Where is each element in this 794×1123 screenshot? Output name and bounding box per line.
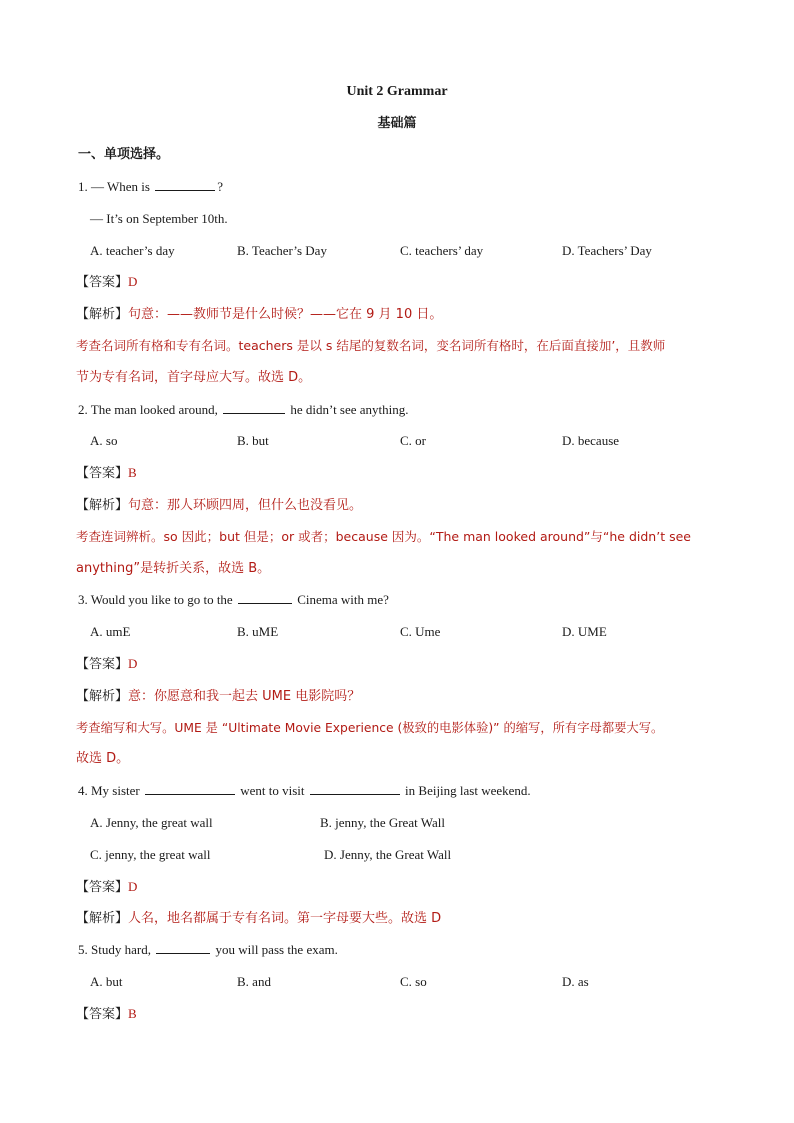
- question-3-stem: [78, 591, 389, 609]
- answer-blank: [223, 401, 285, 414]
- answer-tag: 【答案】: [76, 880, 129, 895]
- question-2-option-d: D. because: [562, 433, 620, 448]
- analysis-text: 人名，地名都属于专有名词。第一字母要大些。故选 D: [128, 911, 442, 926]
- question-2-analysis: [76, 496, 362, 515]
- question-4-option-b: B. jenny, the Great Wall: [320, 815, 445, 830]
- answer-value: B: [128, 465, 137, 480]
- question-1-option-c: C. teachers’ day: [400, 243, 484, 258]
- question-1-analysis-line-3: 节为专有名词，首字母应大写。故选 D。: [76, 370, 312, 385]
- question-5-stem: [78, 941, 338, 959]
- question-3-stem-start: 3. Would you like to go to the: [78, 592, 236, 607]
- question-4-option-d: D. Jenny, the Great Wall: [324, 847, 452, 862]
- question-4-stem-end: in Beijing last weekend.: [401, 783, 531, 798]
- question-5-option-c: C. so: [400, 974, 427, 989]
- answer-value: D: [128, 656, 138, 671]
- analysis-text: 句意：——教师节是什么时候？——它在 9 月 10 日。: [128, 307, 443, 322]
- question-4-stem: [78, 782, 531, 800]
- question-3-answer: [76, 655, 137, 674]
- question-3-option-d: D. UME: [562, 624, 607, 639]
- question-1-stem-start: 1. — When is: [78, 179, 154, 194]
- answer-tag: 【答案】: [76, 657, 129, 672]
- question-1-analysis-line-2: 考查名词所有格和专有名词。teachers 是以 s 结尾的复数名词，变名词所有格时，在后面直接加’，且教师: [76, 338, 666, 353]
- question-3-option-c: C. Ume: [400, 624, 441, 639]
- analysis-tag: 【解析】: [76, 911, 129, 926]
- answer-tag: 【答案】: [76, 1007, 129, 1022]
- question-3-analysis-line-3: 故选 D。: [76, 751, 130, 766]
- question-5-answer: [76, 1005, 137, 1024]
- question-5-option-a: A. but: [90, 974, 123, 989]
- answer-value: D: [128, 879, 138, 894]
- question-2-option-a: A. so: [90, 433, 118, 448]
- question-3-stem-end: Cinema with me?: [293, 592, 389, 607]
- question-4-option-a: A. Jenny, the great wall: [90, 815, 213, 830]
- question-1-option-d: D. Teachers’ Day: [562, 243, 652, 258]
- question-2-analysis-line-3: anything”是转折关系，故选 B。: [76, 561, 271, 576]
- question-1-analysis: [76, 305, 442, 324]
- analysis-text: 句意：那人环顾四周，但什么也没看见。: [128, 498, 363, 513]
- question-2-stem-start: 2. The man looked around,: [78, 402, 222, 417]
- question-3-analysis: [76, 687, 360, 706]
- question-2-answer: [76, 464, 137, 483]
- question-4-analysis: [76, 909, 441, 928]
- question-3-option-a: A. umE: [90, 624, 131, 639]
- question-2-option-b: B. but: [237, 433, 269, 448]
- question-2-stem: [78, 401, 409, 419]
- analysis-tag: 【解析】: [76, 498, 129, 513]
- question-2-stem-end: he didn’t see anything.: [287, 402, 409, 417]
- question-4-stem-mid: went to visit: [237, 783, 308, 798]
- answer-value: D: [128, 274, 138, 289]
- question-2-option-c: C. or: [400, 433, 426, 448]
- question-1-answer: [76, 273, 137, 292]
- question-3-analysis-line-2: 考查缩写和大写。UME 是 “Ultimate Movie Experience (极致的电影体验)” 的缩写，所有字母都要大写。: [76, 721, 664, 735]
- question-1-stem-end: ?: [217, 179, 224, 194]
- question-1-option-a: A. teacher’s day: [90, 243, 175, 258]
- question-5-option-b: B. and: [237, 974, 271, 989]
- analysis-tag: 【解析】: [76, 307, 129, 322]
- page-title: Unit 2 Grammar: [346, 84, 448, 99]
- answer-blank: [156, 941, 210, 954]
- question-4-stem-start: 4. My sister: [78, 783, 143, 798]
- analysis-text: 意：你愿意和我一起去 UME 电影院吗？: [128, 689, 361, 704]
- answer-tag: 【答案】: [76, 275, 129, 290]
- question-1-stem: [78, 178, 223, 196]
- question-4-answer: [76, 878, 137, 897]
- answer-blank: [145, 782, 235, 795]
- question-1-reply: — It’s on September 10th.: [90, 211, 228, 226]
- answer-blank: [310, 782, 400, 795]
- question-5-stem-start: 5. Study hard,: [78, 942, 155, 957]
- analysis-tag: 【解析】: [76, 689, 129, 704]
- question-3-option-b: B. uME: [237, 624, 279, 639]
- question-2-analysis-line-2: 考查连词辨析。so 因此；but 但是；or 或者；because 因为。“The man looked around”与“he didn’t see: [76, 529, 691, 544]
- section-title: 一、单项选择。: [78, 147, 170, 162]
- answer-blank: [155, 178, 215, 191]
- answer-value: B: [128, 1006, 137, 1021]
- page-subtitle: 基础篇: [377, 116, 417, 131]
- answer-tag: 【答案】: [76, 466, 129, 481]
- question-4-option-c: C. jenny, the great wall: [90, 847, 211, 862]
- answer-blank: [238, 591, 292, 604]
- question-5-option-d: D. as: [562, 974, 589, 989]
- question-1-option-b: B. Teacher’s Day: [237, 243, 327, 258]
- question-5-stem-end: you will pass the exam.: [212, 942, 338, 957]
